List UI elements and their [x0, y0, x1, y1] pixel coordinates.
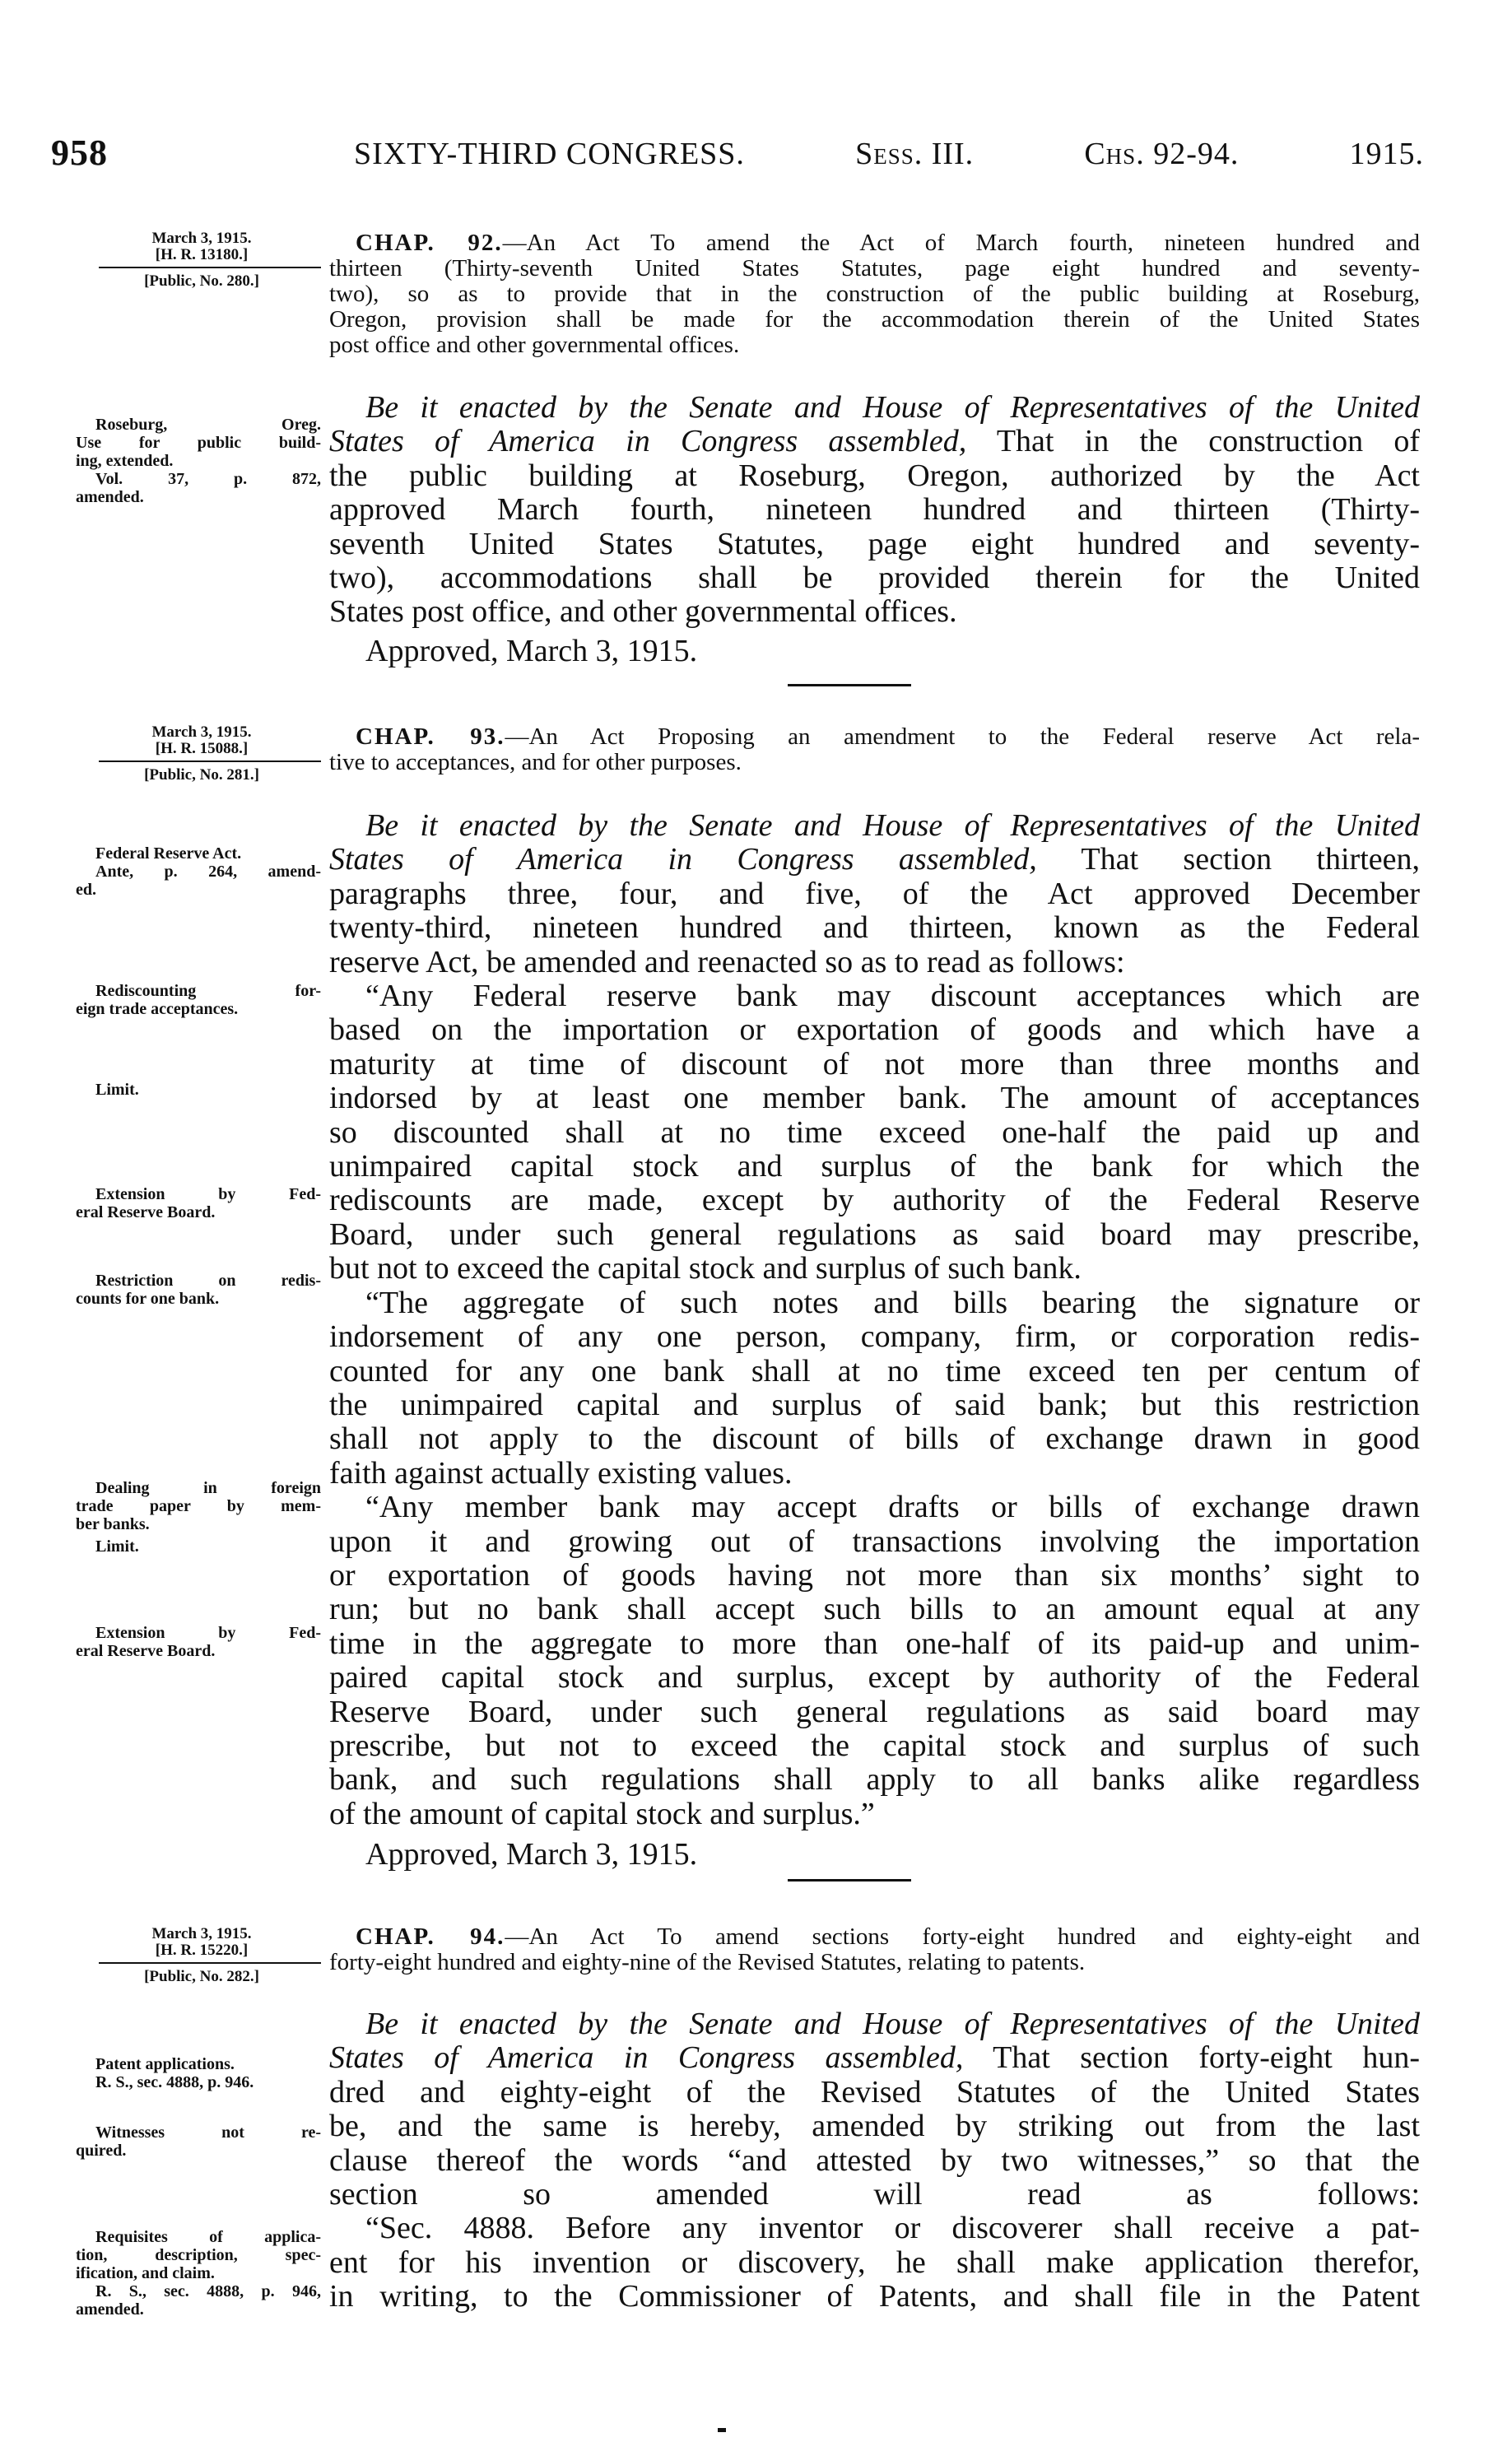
body-line — [329, 1184, 1420, 1217]
enacting-clause: Be it enacted by the Senate and House of Representatives of the United — [365, 808, 1420, 843]
margin-note-line: Patent applications. — [95, 2055, 235, 2073]
margin-note-line: amended. — [76, 2300, 144, 2319]
margin-note-line: ber banks. — [76, 1515, 150, 1533]
body-text: be, and the same is hereby, amended by striking out from the last — [329, 2109, 1420, 2144]
body-line — [329, 2041, 1420, 2075]
approval-line: Approved, March 3, 1915. — [365, 634, 698, 668]
margin-note-line: Federal Reserve Act. — [95, 844, 242, 863]
body-text: “Sec. 4888. Before any inventor or discoverer shall receive a pat- — [365, 2211, 1420, 2246]
heading-text: —An Act To amend the Act of March fourth, nineteen hundred and — [502, 230, 1420, 256]
body-line — [329, 1252, 1420, 1286]
body-text: That section forty-eight hun- — [963, 2040, 1420, 2076]
body-line — [329, 1150, 1420, 1184]
chapter-separator — [788, 684, 911, 686]
congress-title: SIXTY-THIRD CONGRESS. — [354, 137, 745, 171]
bill-number: [H. R. 15220.] — [155, 1942, 249, 1959]
margin-note-line: R. S., sec. 4888, p. 946, — [95, 2282, 321, 2300]
public-law-number: [Public, No. 280.] — [144, 272, 259, 290]
margin-note-line: Restriction on redis- — [95, 1272, 321, 1290]
session: Sess. III. — [855, 137, 975, 171]
margin-note-line: Limit. — [95, 1081, 139, 1099]
body-line — [329, 2178, 1420, 2212]
enacting-clause: Be it enacted by the Senate and House of Representatives of the United — [365, 390, 1420, 425]
heading-text: two), so as to provide that in the construction of the public building at Roseburg, — [329, 281, 1420, 307]
body-text: of the amount of capital stock and surplus.” — [329, 1796, 875, 1831]
heading-text: Oregon, provision shall be made for the accommodation therein of the United States — [329, 306, 1420, 333]
body-line — [329, 2007, 1420, 2041]
heading-line — [329, 750, 1420, 775]
public-law-number: [Public, No. 282.] — [144, 1968, 259, 1985]
chapter-heading — [329, 724, 1420, 775]
margin-note-line: amended. — [76, 488, 144, 506]
margin-note-line: Requisites of applica- — [95, 2228, 321, 2246]
body-line — [329, 1355, 1420, 1388]
body-text: reserve Act, be amended and reenacted so as to read as follows: — [329, 944, 1125, 979]
margin-note — [76, 1624, 321, 1660]
margin-note — [76, 1272, 321, 1308]
margin-note-line: Rediscounting for- — [95, 982, 321, 1000]
body-line — [329, 1388, 1420, 1422]
chapter-body — [329, 809, 1420, 1831]
body-text: unimpaired capital stock and surplus of the bank for which the — [329, 1149, 1420, 1184]
margin-note-line: Vol. 37, p. 872, — [95, 470, 321, 488]
body-line — [329, 1525, 1420, 1559]
body-line — [329, 2109, 1420, 2143]
margin-note — [76, 2123, 321, 2160]
body-text: seventh United States Statutes, page eight hundred and seventy- — [329, 526, 1420, 561]
chapter-margin-citation — [82, 724, 321, 784]
body-text: ent for his invention or discovery, he shall make application therefor, — [329, 2244, 1420, 2280]
body-text: shall not apply to the discount of bills of exchange drawn in good — [329, 1421, 1420, 1457]
body-line — [329, 1661, 1420, 1695]
body-line — [329, 1218, 1420, 1252]
body-line — [329, 425, 1420, 458]
chapter-separator — [788, 1879, 911, 1882]
heading-line — [329, 1924, 1420, 1950]
body-line — [329, 2246, 1420, 2280]
body-line — [329, 911, 1420, 945]
body-text: so discounted shall at no time exceed one-half the paid up and — [329, 1114, 1420, 1150]
margin-note — [76, 1185, 321, 1221]
chapter-body — [329, 391, 1420, 630]
body-text: paired capital stock and surplus, except by authority of the Federal — [329, 1660, 1420, 1695]
body-text: run; but no bank shall accept such bills to an amount equal at any — [329, 1592, 1420, 1627]
chapter-body — [329, 2007, 1420, 2314]
heading-line — [329, 256, 1420, 281]
body-text: or exportation of goods having not more than six months’ sight to — [329, 1557, 1420, 1593]
chapter-number: CHAP. 92. — [356, 230, 503, 256]
chapter-number: CHAP. 93. — [356, 723, 505, 750]
body-text: time in the aggregate to more than one-half of its paid-up and unim- — [329, 1626, 1420, 1661]
body-text: indorsed by at least one member bank. The amount of acceptances — [329, 1081, 1420, 1116]
enacting-clause: States of America in Congress assembled, — [329, 842, 1037, 877]
body-line — [329, 1286, 1420, 1320]
chapter-margin-citation — [82, 1926, 321, 1985]
heading-line — [329, 307, 1420, 333]
body-text: That in the construction of — [966, 424, 1420, 459]
margin-note-line: Extension by Fed- — [95, 1624, 321, 1642]
body-line — [329, 1457, 1420, 1491]
body-line — [329, 1491, 1420, 1524]
body-line — [329, 459, 1420, 493]
margin-note — [76, 844, 321, 899]
margin-note — [76, 416, 321, 506]
body-line — [329, 2212, 1420, 2245]
enacting-clause: Be it enacted by the Senate and House of Representatives of the United — [365, 2007, 1420, 2041]
margin-note-line: Limit. — [95, 1537, 139, 1556]
margin-rule — [99, 267, 321, 268]
body-text: Board, under such general regulations as said board may prescribe, — [329, 1216, 1420, 1252]
heading-text: thirteen (Thirty-seventh United States Statutes, page eight hundred and seventy- — [329, 255, 1420, 281]
margin-note-line: R. S., sec. 4888, p. 946. — [95, 2073, 254, 2091]
body-line — [329, 528, 1420, 561]
body-text: two), accommodations shall be provided therein for the United — [329, 560, 1420, 596]
margin-note-line: eral Reserve Board. — [76, 1203, 216, 1221]
body-text: “Any Federal reserve bank may discount acceptances which are — [365, 979, 1420, 1014]
body-line — [329, 1048, 1420, 1081]
body-line — [329, 1695, 1420, 1729]
page-number: 958 — [51, 133, 108, 173]
body-line — [329, 1013, 1420, 1047]
heading-text: post office and other governmental offices. — [329, 332, 740, 358]
margin-note-line: tion, description, spec- — [76, 2246, 321, 2264]
chapter-number: CHAP. 94. — [356, 1923, 505, 1950]
margin-note — [76, 2228, 321, 2319]
heading-text: —An Act To amend sections forty-eight hundred and eighty-eight and — [505, 1923, 1421, 1950]
body-text: dred and eighty-eight of the Revised Statutes of the United States — [329, 2074, 1420, 2109]
body-text: in writing, to the Commissioner of Patents, and shall file in the Patent — [329, 2279, 1420, 2314]
body-line — [329, 2280, 1420, 2314]
margin-note — [76, 1537, 321, 1556]
body-text: paragraphs three, four, and five, of the Act approved December — [329, 876, 1420, 911]
chapter-margin-citation — [82, 230, 321, 290]
margin-note-line: eign trade acceptances. — [76, 1000, 239, 1018]
body-line — [329, 809, 1420, 843]
approval-line: Approved, March 3, 1915. — [365, 1837, 698, 1872]
margin-rule — [99, 1962, 321, 1964]
body-line — [329, 1320, 1420, 1354]
body-text: approved March fourth, nineteen hundred and thirteen (Thirty- — [329, 492, 1420, 528]
heading-text: forty-eight hundred and eighty-nine of the Revised Statutes, relating to patents. — [329, 1949, 1086, 1975]
body-line — [329, 843, 1420, 877]
body-line — [329, 1081, 1420, 1115]
margin-note-line: Extension by Fed- — [95, 1185, 321, 1203]
approval-date: March 3, 1915. — [151, 723, 252, 741]
margin-note-line: ification, and claim. — [76, 2264, 215, 2282]
margin-note-line: Witnesses not re- — [95, 2123, 321, 2142]
heading-text: —An Act Proposing an amendment to the Federal reserve Act rela- — [505, 723, 1421, 750]
body-line — [329, 946, 1420, 979]
chapters-range: Chs. 92-94. — [1084, 137, 1240, 171]
body-text: faith against actually existing values. — [329, 1455, 793, 1491]
body-text: rediscounts are made, except by authority of the Federal Reserve — [329, 1183, 1420, 1218]
body-text: twenty-third, nineteen hundred and thirteen, known as the Federal — [329, 910, 1420, 946]
public-law-number: [Public, No. 281.] — [144, 766, 259, 784]
body-line — [329, 2076, 1420, 2109]
body-text: but not to exceed the capital stock and surplus of such bank. — [329, 1251, 1082, 1286]
chapter-heading — [329, 1924, 1420, 1975]
heading-line — [329, 230, 1420, 256]
margin-note-line: Roseburg, Oreg. — [95, 416, 321, 434]
enacting-clause: States of America in Congress assembled, — [329, 424, 967, 459]
margin-note — [76, 2055, 321, 2091]
body-line — [329, 1729, 1420, 1763]
margin-note-line: eral Reserve Board. — [76, 1642, 216, 1660]
body-line — [329, 2144, 1420, 2178]
body-line — [329, 1763, 1420, 1797]
bill-number: [H. R. 15088.] — [155, 740, 249, 757]
body-line — [329, 1422, 1420, 1456]
margin-rule — [99, 761, 321, 762]
body-text: counted for any one bank shall at no time exceed ten per centum of — [329, 1353, 1420, 1388]
margin-note — [76, 1479, 321, 1533]
margin-note-line: counts for one bank. — [76, 1290, 220, 1308]
heading-text: tive to acceptances, and for other purposes. — [329, 749, 742, 775]
body-text: upon it and growing out of transactions involving the importation — [329, 1523, 1420, 1559]
margin-note-line: Use for public build- — [76, 434, 321, 452]
body-text: That section thirteen, — [1036, 842, 1420, 877]
body-line — [329, 493, 1420, 527]
year: 1915. — [1349, 137, 1424, 171]
body-text: “The aggregate of such notes and bills bearing the signature or — [365, 1285, 1420, 1320]
margin-note-line: Dealing in foreign — [95, 1479, 321, 1497]
page-mark — [718, 2428, 726, 2432]
body-line — [329, 1627, 1420, 1661]
margin-note — [76, 1081, 321, 1099]
body-text: Reserve Board, under such general regulations as said board may — [329, 1694, 1420, 1729]
body-text: “Any member bank may accept drafts or bills of exchange drawn — [365, 1490, 1420, 1525]
margin-note-line: Ante, p. 264, amend- — [95, 863, 321, 881]
enacting-clause: States of America in Congress assembled, — [329, 2040, 964, 2076]
running-head — [354, 136, 1424, 172]
body-text: indorsement of any one person, company, firm, or corporation redis- — [329, 1319, 1420, 1355]
body-line — [329, 595, 1420, 629]
chapter-heading — [329, 230, 1420, 358]
body-text: based on the importation or exportation of goods and which have a — [329, 1012, 1420, 1048]
body-text: clause thereof the words “and attested by two witnesses,” so that the — [329, 2142, 1420, 2178]
body-text: section so amended will read as follows: — [329, 2177, 1420, 2212]
body-text: the unimpaired capital and surplus of said bank; but this restriction — [329, 1387, 1420, 1422]
bill-number: [H. R. 13180.] — [155, 246, 249, 263]
body-line — [329, 1798, 1420, 1831]
body-line — [329, 1593, 1420, 1626]
margin-note-line: trade paper by mem- — [76, 1497, 321, 1515]
body-text: the public building at Roseburg, Oregon, authorized by the Act — [329, 458, 1420, 493]
body-line — [329, 1116, 1420, 1150]
margin-note — [76, 982, 321, 1018]
body-line — [329, 877, 1420, 911]
margin-note-line: ing, extended. — [76, 452, 174, 470]
body-line — [329, 979, 1420, 1013]
heading-line — [329, 281, 1420, 307]
heading-line — [329, 333, 1420, 358]
body-line — [329, 561, 1420, 595]
body-text: prescribe, but not to exceed the capital stock and surplus of such — [329, 1728, 1420, 1763]
margin-note-line: ed. — [76, 881, 96, 899]
body-text: bank, and such regulations shall apply to all banks alike regardless — [329, 1762, 1420, 1798]
body-text: States post office, and other governmental offices. — [329, 594, 957, 630]
body-text: maturity at time of discount of not more than three months and — [329, 1046, 1420, 1081]
heading-line — [329, 1950, 1420, 1975]
approval-date: March 3, 1915. — [151, 230, 252, 247]
body-line — [329, 391, 1420, 425]
approval-date: March 3, 1915. — [151, 1925, 252, 1942]
margin-note-line: quired. — [76, 2142, 127, 2160]
body-line — [329, 1559, 1420, 1593]
heading-line — [329, 724, 1420, 750]
